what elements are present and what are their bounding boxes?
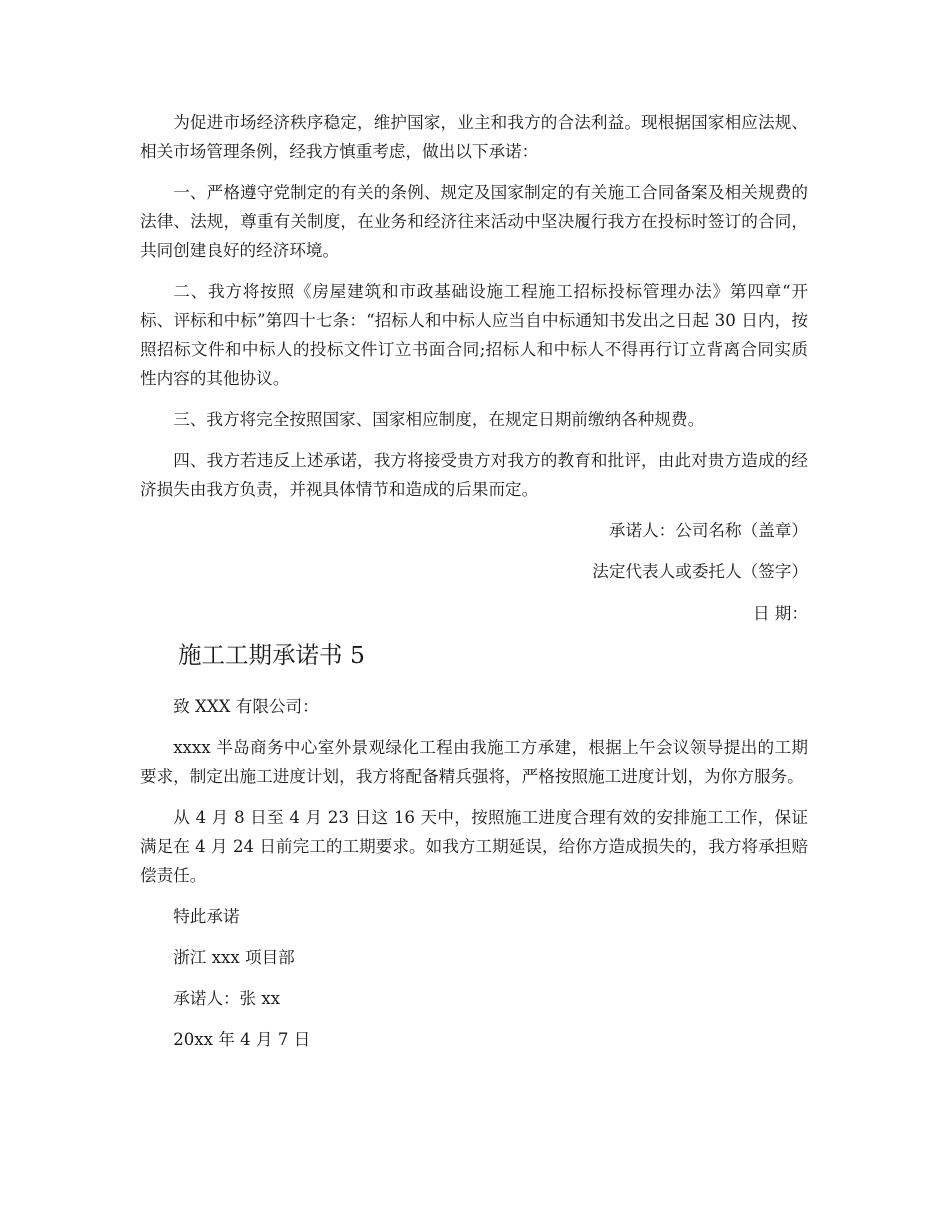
salutation: 致 XXX 有限公司： <box>173 697 319 716</box>
pledge-paragraph-2: 从 4 月 8 日至 4 月 23 日这 16 天中，按照施工进度合理有效的安排施工工作，保证满足在 4 月 24 日前完工的工期要求。如我方工期延误，给你方造成损失的，我方将承担赔偿责任。 <box>140 808 808 885</box>
pledge-signer-line: 承诺人：张 xx <box>173 989 281 1008</box>
commitment-item-3: 三、我方将完全按照国家、国家相应制度，在规定日期前缴纳各种规费。 <box>173 410 705 429</box>
section-title: 施工工期承诺书 5 <box>178 641 365 669</box>
date-line: 日 期： <box>752 604 808 623</box>
commitment-item-4: 四、我方若违反上述承诺，我方将接受贵方对我方的教育和批评，由此对贵方造成的经济损失由我方负责，并视具体情节和造成的后果而定。 <box>140 451 808 499</box>
commitment-item-2: 二、我方将按照《房屋建筑和市政基础设施工程施工招标投标管理办法》第四章“开标、评标和中标”第四十七条：“招标人和中标人应当自中标通知书发出之日起 30 日内，按照招标文件和中标人的投标文件订立书面合同;招标人和中标人不得再行订立背离合同实质性内容的其他协议。 <box>140 282 808 388</box>
intro-paragraph: 为促进市场经济秩序稳定，维护国家，业主和我方的合法利益。现根据国家相应法规、相关市场管理条例，经我方慎重考虑，做出以下承诺： <box>140 113 808 161</box>
pledge-date-line: 20xx 年 4 月 7 日 <box>173 1030 311 1049</box>
document-page <box>140 108 808 1066</box>
signer-line: 承诺人：公司名称（盖章） <box>608 521 808 540</box>
representative-line: 法定代表人或委托人（签字） <box>592 562 808 581</box>
closing-line: 特此承诺 <box>173 907 240 926</box>
department-line: 浙江 xxx 项目部 <box>173 948 295 967</box>
commitment-item-1: 一、严格遵守党制定的有关的条例、规定及国家制定的有关施工合同备案及相关规费的法律、法规，尊重有关制度，在业务和经济往来活动中坚决履行我方在投标时签订的合同，共同创建良好的经济环境。 <box>140 183 808 260</box>
pledge-paragraph-1: xxxx 半岛商务中心室外景观绿化工程由我施工方承建，根据上午会议领导提出的工期要求，制定出施工进度计划，我方将配备精兵强将，严格按照施工进度计划，为你方服务。 <box>140 738 808 786</box>
